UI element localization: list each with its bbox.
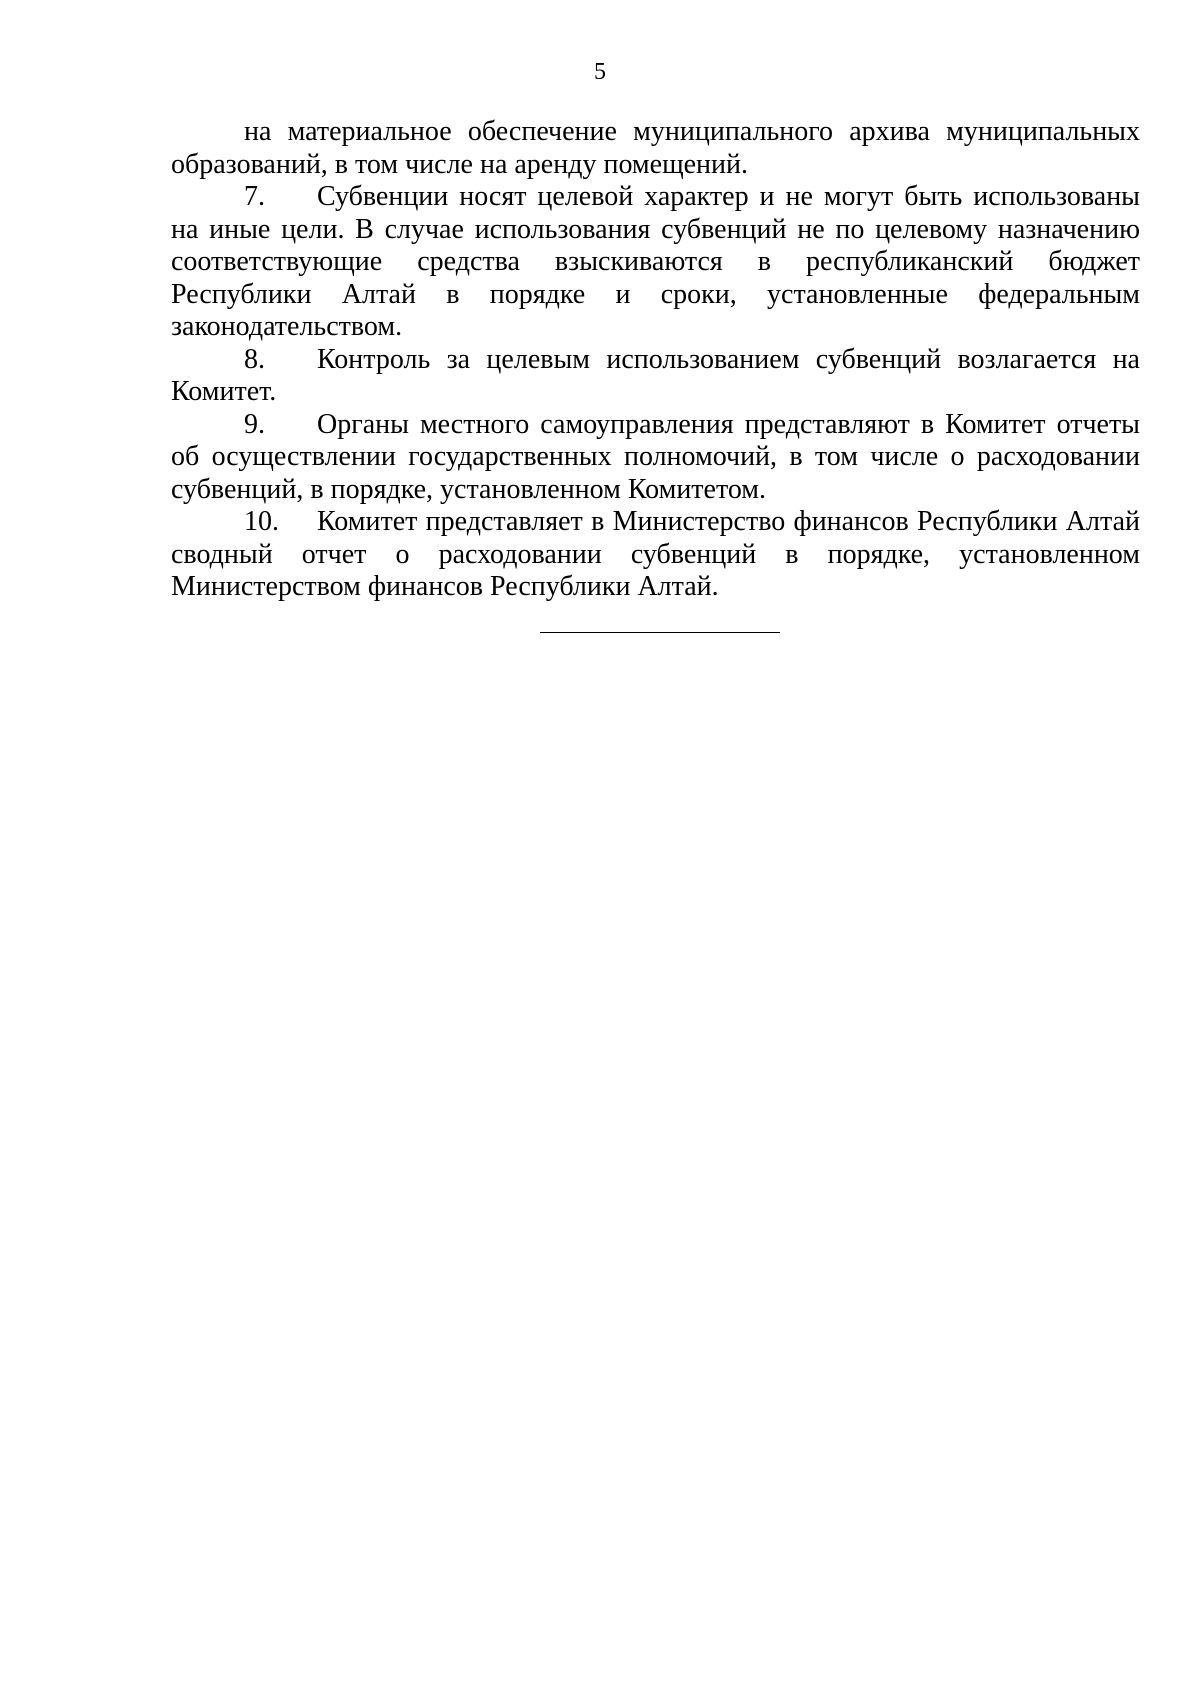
paragraph-8 [171,344,1140,409]
paragraph-9 [171,409,1140,507]
paragraph-text: Комитет представляет в Министерство финансов Республики Алтай сводный отчет о расходовании субвенций в порядке, установленном Министерством финансов Республики Алтай. [171,506,1140,602]
end-of-document-rule [540,632,780,633]
paragraph-text: на материальное обеспечение муниципального архива муниципальных образований, в том числе на аренду помещений. [171,116,1140,180]
paragraph-number: 8. [244,343,265,375]
paragraph-number: 7. [244,181,265,212]
page-number: 5 [594,59,606,85]
paragraph-number: 9. [244,408,265,440]
paragraph-number: 10. [244,506,279,537]
document-body [171,116,1140,604]
paragraph-7 [171,181,1140,344]
paragraph-continuation [171,116,1140,181]
paragraph-text: Контроль за целевым использованием субвенций возлагается на Комитет. [171,343,1140,407]
paragraph-text: Субвенции носят целевой характер и не могут быть использованы на иные цели. В случае использования субвенций не по целевому назначению соответствующие средства взыскиваются в республиканский бюджет Республики Алтай в порядке и сроки, установленные федеральным законодательством. [171,181,1140,342]
paragraph-text: Органы местного самоуправления представляют в Комитет отчеты об осуществлении государственных полномочий, в том числе о расходовании субвенций, в порядке, установленном Комитетом. [171,408,1140,505]
paragraph-10 [171,506,1140,604]
